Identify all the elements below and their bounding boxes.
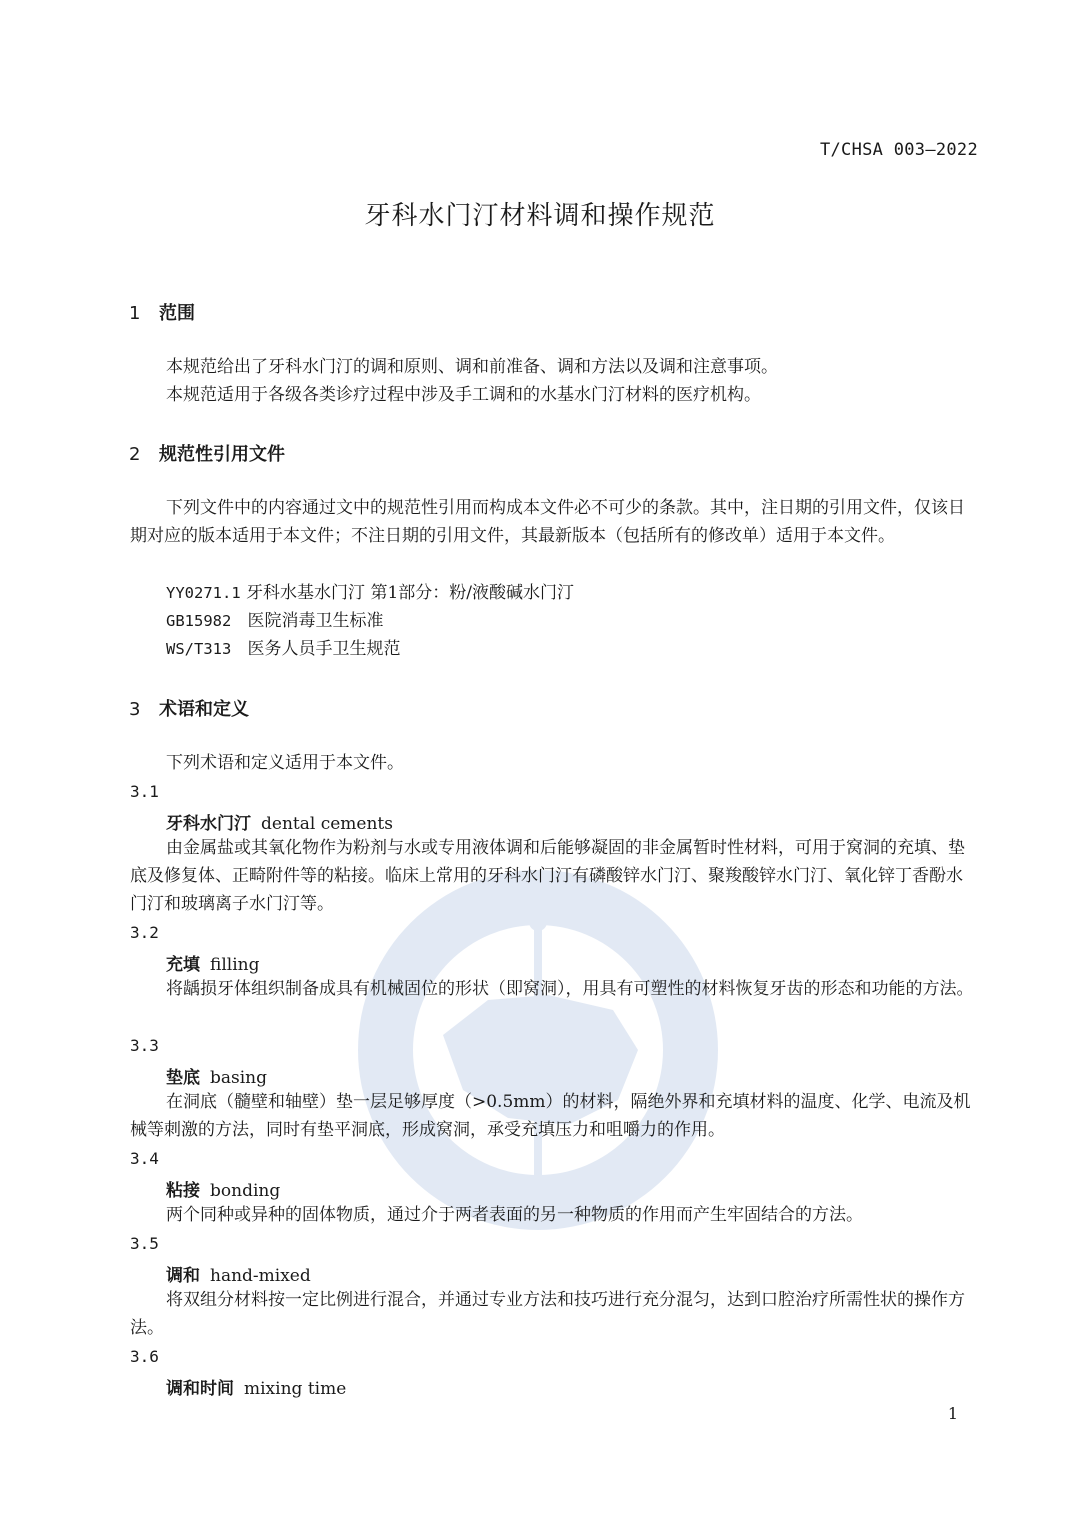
term-chinese: 粘接	[166, 1181, 200, 1201]
term-heading	[166, 950, 259, 975]
term-english: dental cements	[261, 814, 393, 834]
term-english: basing	[210, 1068, 268, 1088]
clause-number: 3.5	[130, 1234, 159, 1253]
term-definition: 在洞底（髓壁和轴壁）垫一层足够厚度（>0.5mm）的材料，隔绝外界和充填材料的温度、化学、电流及机械等刺激的方法，同时有垫平洞底，形成窝洞，承受充填压力和咀嚼力的作用。	[130, 1092, 971, 1140]
section-title: 规范性引用文件	[159, 444, 285, 465]
term-chinese: 充填	[166, 955, 200, 975]
section-number: 2	[129, 444, 141, 465]
term-english: mixing time	[244, 1379, 347, 1399]
reference-item	[166, 607, 384, 635]
reference-item	[166, 635, 401, 663]
reference-title: 牙科水基水门汀 第1部分：粉/液酸碱水门汀	[246, 583, 575, 603]
reference-code: GB15982	[166, 612, 232, 630]
term-chinese: 调和	[166, 1266, 200, 1286]
clause-number: 3.6	[130, 1347, 159, 1366]
document-title: 牙科水门汀材料调和操作规范	[364, 201, 716, 231]
section-number: 1	[129, 303, 141, 324]
clause-number: 3.2	[130, 923, 159, 942]
clause-number: 3.1	[130, 782, 159, 801]
section-3-heading	[129, 695, 249, 721]
reference-code: YY0271.1	[166, 584, 241, 602]
page-number: 1	[947, 1404, 958, 1423]
term-english: hand-mixed	[210, 1266, 311, 1286]
section-3-intro: 下列术语和定义适用于本文件。	[166, 753, 404, 773]
term-chinese: 牙科水门汀	[166, 814, 251, 834]
term-heading	[166, 1374, 346, 1399]
section-title: 术语和定义	[159, 699, 249, 720]
reference-title: 医务人员手卫生规范	[247, 639, 401, 659]
section-1-paragraph-2: 本规范适用于各级各类诊疗过程中涉及手工调和的水基水门汀材料的医疗机构。	[166, 385, 761, 405]
term-chinese: 垫底	[166, 1068, 200, 1088]
clause-number: 3.3	[130, 1036, 159, 1055]
term-english: bonding	[210, 1181, 281, 1201]
term-english: filling	[210, 955, 260, 975]
reference-title: 医院消毒卫生标准	[247, 611, 384, 631]
reference-code: WS/T313	[166, 640, 232, 658]
term-definition: 将双组分材料按一定比例进行混合，并通过专业方法和技巧进行充分混匀，达到口腔治疗所需性状的操作方法。	[130, 1290, 965, 1338]
section-2-intro: 下列文件中的内容通过文中的规范性引用而构成本文件必不可少的条款。其中，注日期的引用文件，仅该日期对应的版本适用于本文件；不注日期的引用文件，其最新版本（包括所有的修改单）适用于本文件。	[130, 498, 965, 546]
reference-item	[166, 579, 574, 607]
term-heading	[166, 1261, 311, 1286]
term-chinese: 调和时间	[166, 1379, 234, 1399]
term-heading	[166, 1063, 267, 1088]
section-title: 范围	[159, 303, 195, 324]
section-1-paragraph-1: 本规范给出了牙科水门汀的调和原则、调和前准备、调和方法以及调和注意事项。	[166, 357, 778, 377]
clause-number: 3.4	[130, 1149, 159, 1168]
document-code: T/CHSA 003—2022	[819, 140, 978, 160]
section-number: 3	[129, 699, 141, 720]
section-2-heading	[129, 440, 285, 466]
term-definition: 由金属盐或其氧化物作为粉剂与水或专用液体调和后能够凝固的非金属暂时性材料，可用于窝洞的充填、垫底及修复体、正畸附件等的粘接。临床上常用的牙科水门汀有磷酸锌水门汀、聚羧酸锌水门汀、氧化锌丁香酚水门汀和玻璃离子水门汀等。	[130, 838, 965, 914]
section-1-heading	[129, 299, 195, 325]
term-definition: 将龋损牙体组织制备成具有机械固位的形状（即窝洞），用具有可塑性的材料恢复牙齿的形态和功能的方法。	[166, 979, 974, 999]
term-definition: 两个同种或异种的固体物质，通过介于两者表面的另一种物质的作用而产生牢固结合的方法。	[166, 1205, 863, 1225]
term-heading	[166, 1176, 280, 1201]
term-heading	[166, 809, 393, 834]
